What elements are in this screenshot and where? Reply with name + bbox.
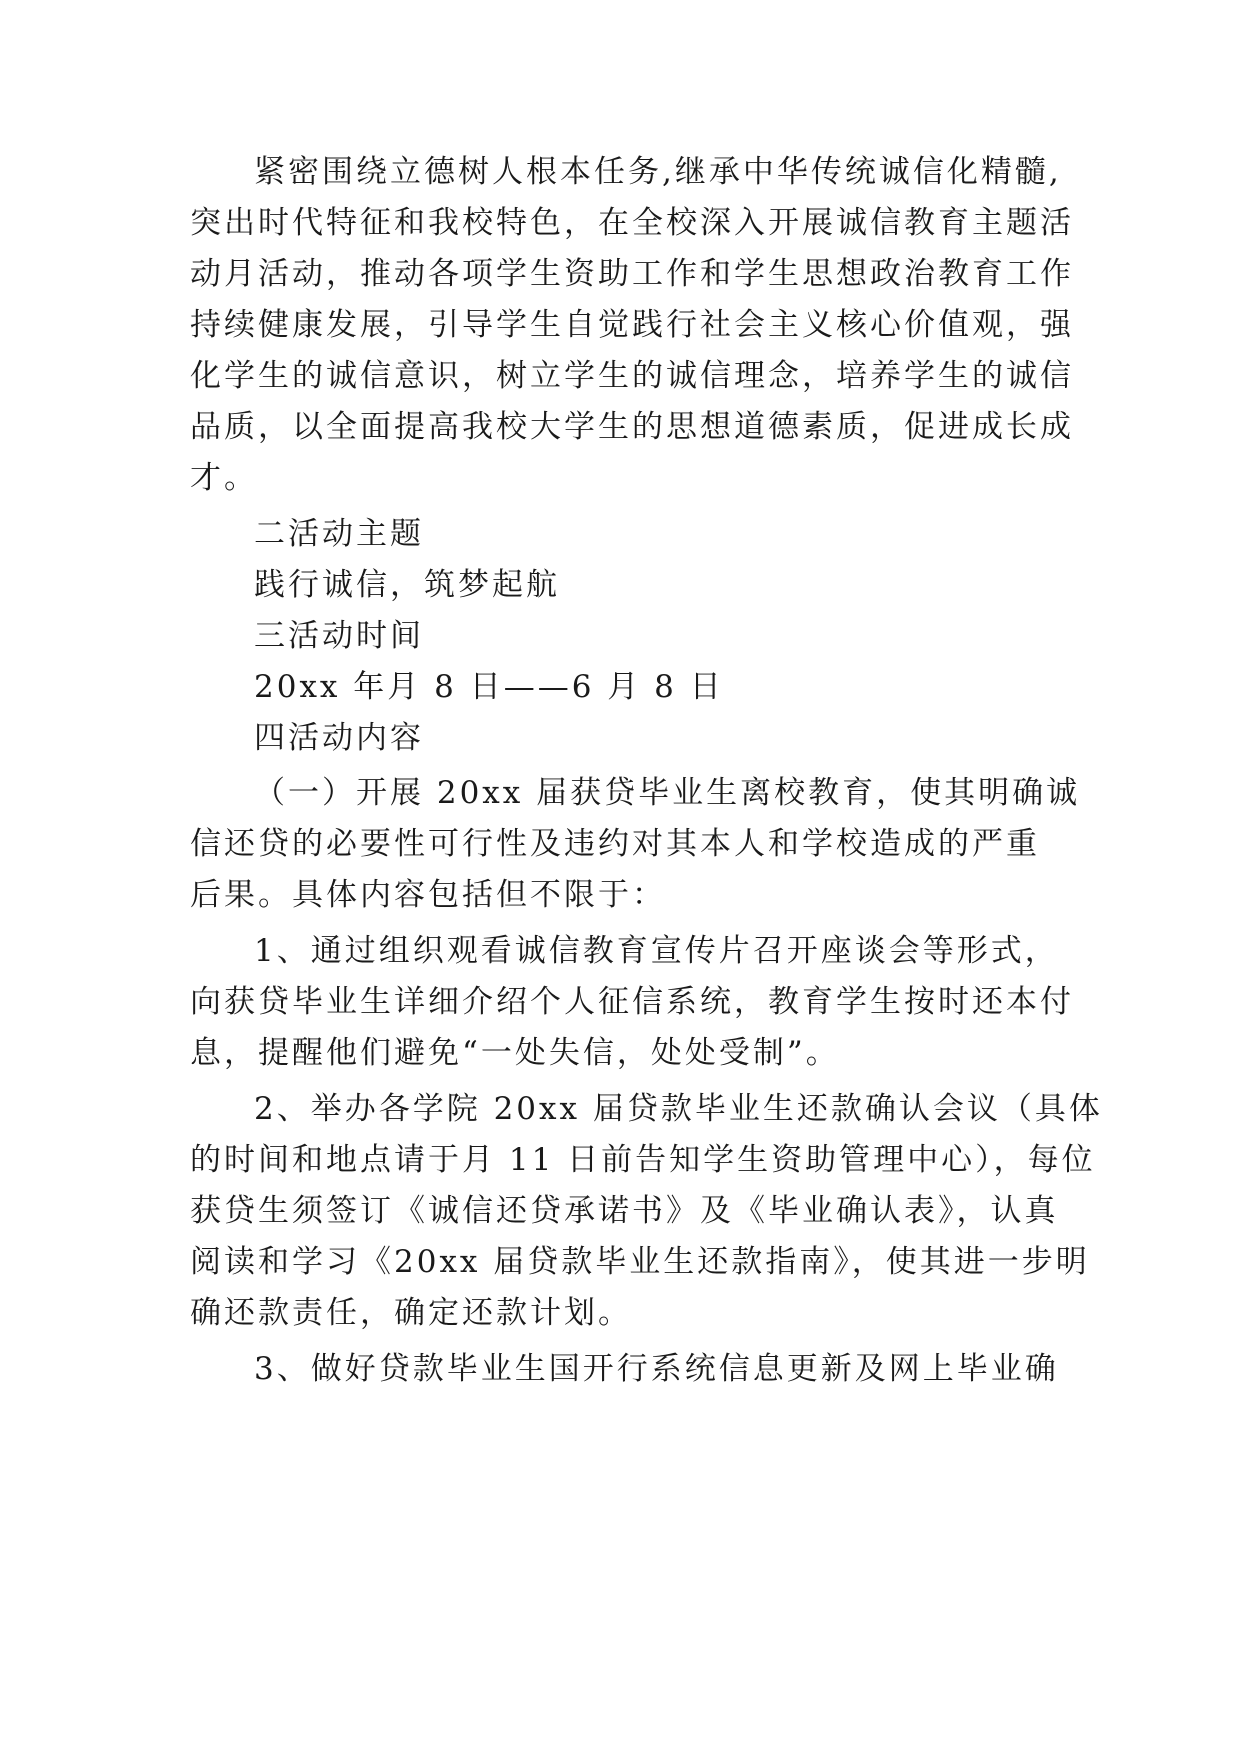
paragraph-line: 息，提醒他们避免“一处失信，处处受制”。 bbox=[190, 1035, 840, 1071]
paragraph-line: 才。 bbox=[190, 460, 258, 496]
paragraph-line: 获贷生须签订《诚信还贷承诺书》及《毕业确认表》，认真 bbox=[190, 1193, 1059, 1229]
paragraph-line: 动月活动，推动各项学生资助工作和学生思想政治教育工作 bbox=[190, 256, 1074, 292]
section-heading: 三活动时间 bbox=[254, 618, 424, 654]
paragraph-line: （一）开展 20xx 届获贷毕业生离校教育，使其明确诚 bbox=[254, 775, 1081, 811]
paragraph-line: 信还贷的必要性可行性及违约对其本人和学校造成的严重 bbox=[190, 826, 1040, 862]
paragraph-line: 品质，以全面提高我校大学生的思想道德素质，促进成长成 bbox=[190, 409, 1074, 445]
paragraph-line: 阅读和学习《20xx 届贷款毕业生还款指南》，使其进一步明 bbox=[190, 1244, 1090, 1280]
paragraph-line: 向获贷毕业生详细介绍个人征信系统，教育学生按时还本付 bbox=[190, 984, 1074, 1020]
paragraph-line: 确还款责任，确定还款计划。 bbox=[190, 1295, 632, 1331]
paragraph-line: 2、举办各学院 20xx 届贷款毕业生还款确认会议（具体 bbox=[254, 1091, 1103, 1127]
section-text: 践行诚信，筑梦起航 bbox=[254, 567, 560, 603]
paragraph-line: 持续健康发展，引导学生自觉践行社会主义核心价值观，强 bbox=[190, 307, 1074, 343]
paragraph-line: 的时间和地点请于月 11 日前告知学生资助管理中心），每位 bbox=[190, 1142, 1096, 1178]
section-heading: 四活动内容 bbox=[254, 720, 424, 756]
section-text: 20xx 年月 8 日——6 月 8 日 bbox=[254, 669, 724, 705]
paragraph-line: 突出时代特征和我校特色，在全校深入开展诚信教育主题活 bbox=[190, 205, 1074, 241]
paragraph-line: 后果。具体内容包括但不限于： bbox=[190, 877, 666, 913]
paragraph-line: 化学生的诚信意识，树立学生的诚信理念，培养学生的诚信 bbox=[190, 358, 1074, 394]
paragraph-line: 紧密围绕立德树人根本任务,继承中华传统诚信化精髓, bbox=[254, 154, 1062, 190]
section-heading: 二活动主题 bbox=[254, 516, 424, 552]
paragraph-line: 1、通过组织观看诚信教育宣传片召开座谈会等形式， bbox=[254, 933, 1059, 969]
paragraph-line: 3、做好贷款毕业生国开行系统信息更新及网上毕业确 bbox=[254, 1351, 1059, 1387]
